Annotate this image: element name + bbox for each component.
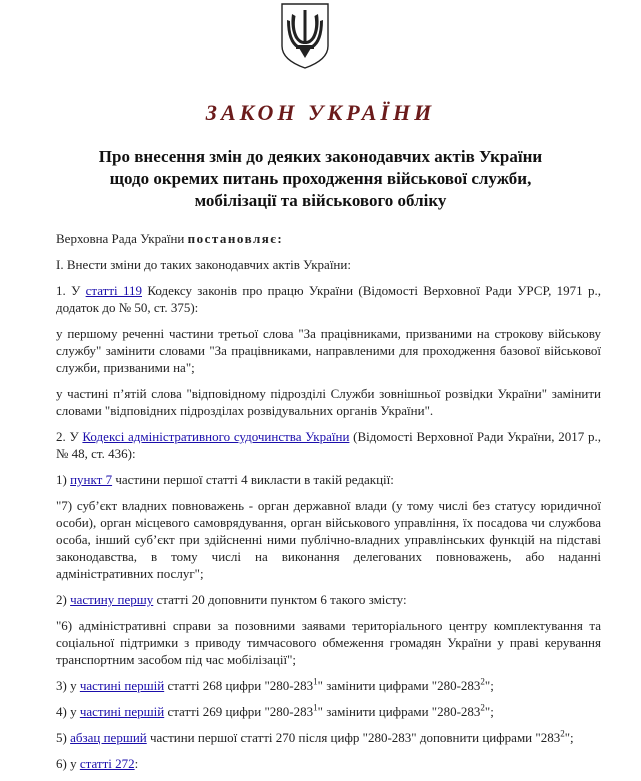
document-body xyxy=(56,230,601,781)
superscript: 1 xyxy=(313,702,318,713)
subitem-3 xyxy=(56,677,601,694)
item-1-prefix: 1. У xyxy=(56,283,86,298)
subtitle-line: Про внесення змін до деяких законодавчих актів України xyxy=(98,147,543,166)
subitem-2-quote: "6) адміністративні справи за позовними заявами територіального центру комплектування та соціальної підтримки з приводу тимчасового обмеження громадян України у праві керування транспортним засобом під час мобілізації"; xyxy=(56,618,601,667)
subitem-3-mid2: " замінити цифрами "280-283 xyxy=(317,678,481,693)
link-article-272[interactable]: статті 272 xyxy=(79,756,135,771)
subitem-2-prefix: 2) xyxy=(56,592,71,607)
subitem-4-mid2: " замінити цифрами "280-283 xyxy=(317,704,481,719)
link-paragraph-one[interactable]: абзац перший xyxy=(70,730,147,745)
subitem-2-suffix: статті 20 доповнити пунктом 6 такого змісту: xyxy=(153,592,407,607)
subitem-4-prefix: 4) у xyxy=(56,704,80,719)
superscript: 2 xyxy=(480,702,485,713)
subitem-2 xyxy=(56,591,601,608)
item-1-paragraph-2: у частині п’ятій слова "відповідному підрозділі Служби зовнішньої розвідки України" замінити словами "відповідних підрозділах розвідувальних органів України". xyxy=(56,386,601,418)
subitem-6-end: : xyxy=(134,756,139,771)
subitem-4-mid: статті 269 цифри "280-283 xyxy=(164,704,314,719)
subitem-5-mid: частини першої статті 270 після цифр "280-283" доповнити цифрами "283 xyxy=(146,730,561,745)
decides-word: постановляє: xyxy=(187,231,284,246)
subitem-3-mid: статті 268 цифри "280-283 xyxy=(164,678,314,693)
superscript: 2 xyxy=(560,728,565,739)
item-2-suffix: (Відомості Верховної Ради України, 2017 р., № 48, ст. 436): xyxy=(56,429,601,461)
link-article-119[interactable]: статті 119 xyxy=(85,283,142,298)
document-subtitle xyxy=(40,146,601,212)
item-1 xyxy=(56,282,601,316)
subitem-5-prefix: 5) xyxy=(56,730,71,745)
preamble-text: Верховна Рада України xyxy=(56,231,188,246)
link-part-one[interactable]: частину першу xyxy=(70,592,154,607)
subitem-3-prefix: 3) у xyxy=(56,678,80,693)
subitem-4 xyxy=(56,703,601,720)
link-administrative-code[interactable]: Кодексі адміністративного судочинства України xyxy=(82,429,350,444)
subitem-1-suffix: частини першої статті 4 викласти в такій редакції: xyxy=(112,472,394,487)
subitem-4-end: "; xyxy=(484,704,494,719)
document-title: ЗАКОН УКРАЇНИ xyxy=(205,100,436,125)
subitem-5 xyxy=(56,729,601,746)
item-1-suffix: Кодексу законів про працю України (Відомості Верховної Ради УРСР, 1971 р., додаток до № 50, ст. 375): xyxy=(56,283,601,315)
subtitle-line: щодо окремих питань проходження військової служби, xyxy=(109,169,532,188)
subitem-6 xyxy=(56,755,601,772)
link-point-7[interactable]: пункт 7 xyxy=(70,472,113,487)
item-2 xyxy=(56,428,601,462)
link-part-one-art-268[interactable]: частині першій xyxy=(79,678,165,693)
subtitle-line: мобілізації та військового обліку xyxy=(194,191,447,210)
superscript: 2 xyxy=(480,676,485,687)
subitem-1 xyxy=(56,471,601,488)
item-1-paragraph-1: у першому реченні частини третьої слова "За працівниками, призваними на строкову військову службу" замінити словами "За працівниками, направленими для проходження базової військової служби, призваними на"; xyxy=(56,326,601,375)
subitem-6-prefix: 6) у xyxy=(56,756,80,771)
link-part-one-art-269[interactable]: частині першій xyxy=(79,704,165,719)
subitem-3-end: "; xyxy=(484,678,494,693)
subitem-1-prefix: 1) xyxy=(56,472,71,487)
item-2-prefix: 2. У xyxy=(56,429,83,444)
superscript: 1 xyxy=(313,676,318,687)
trident-coat-of-arms-icon xyxy=(279,2,331,70)
preamble xyxy=(56,230,601,247)
section-1: I. Внести зміни до таких законодавчих актів України: xyxy=(56,257,351,272)
subitem-5-end: "; xyxy=(564,730,574,745)
subitem-1-quote: "7) суб’єкт владних повноважень - орган державної влади (у тому числі без статусу юридичної особи), орган місцевого самоврядування, орган військового управління, їх посадова чи службова особа, інший суб’єкт при здійсненні ними публічно-владних управлінських функцій на підставі законодавства, в тому числі на виконання делегованих повноважень, або наданні адміністративних послуг"; xyxy=(56,498,601,581)
